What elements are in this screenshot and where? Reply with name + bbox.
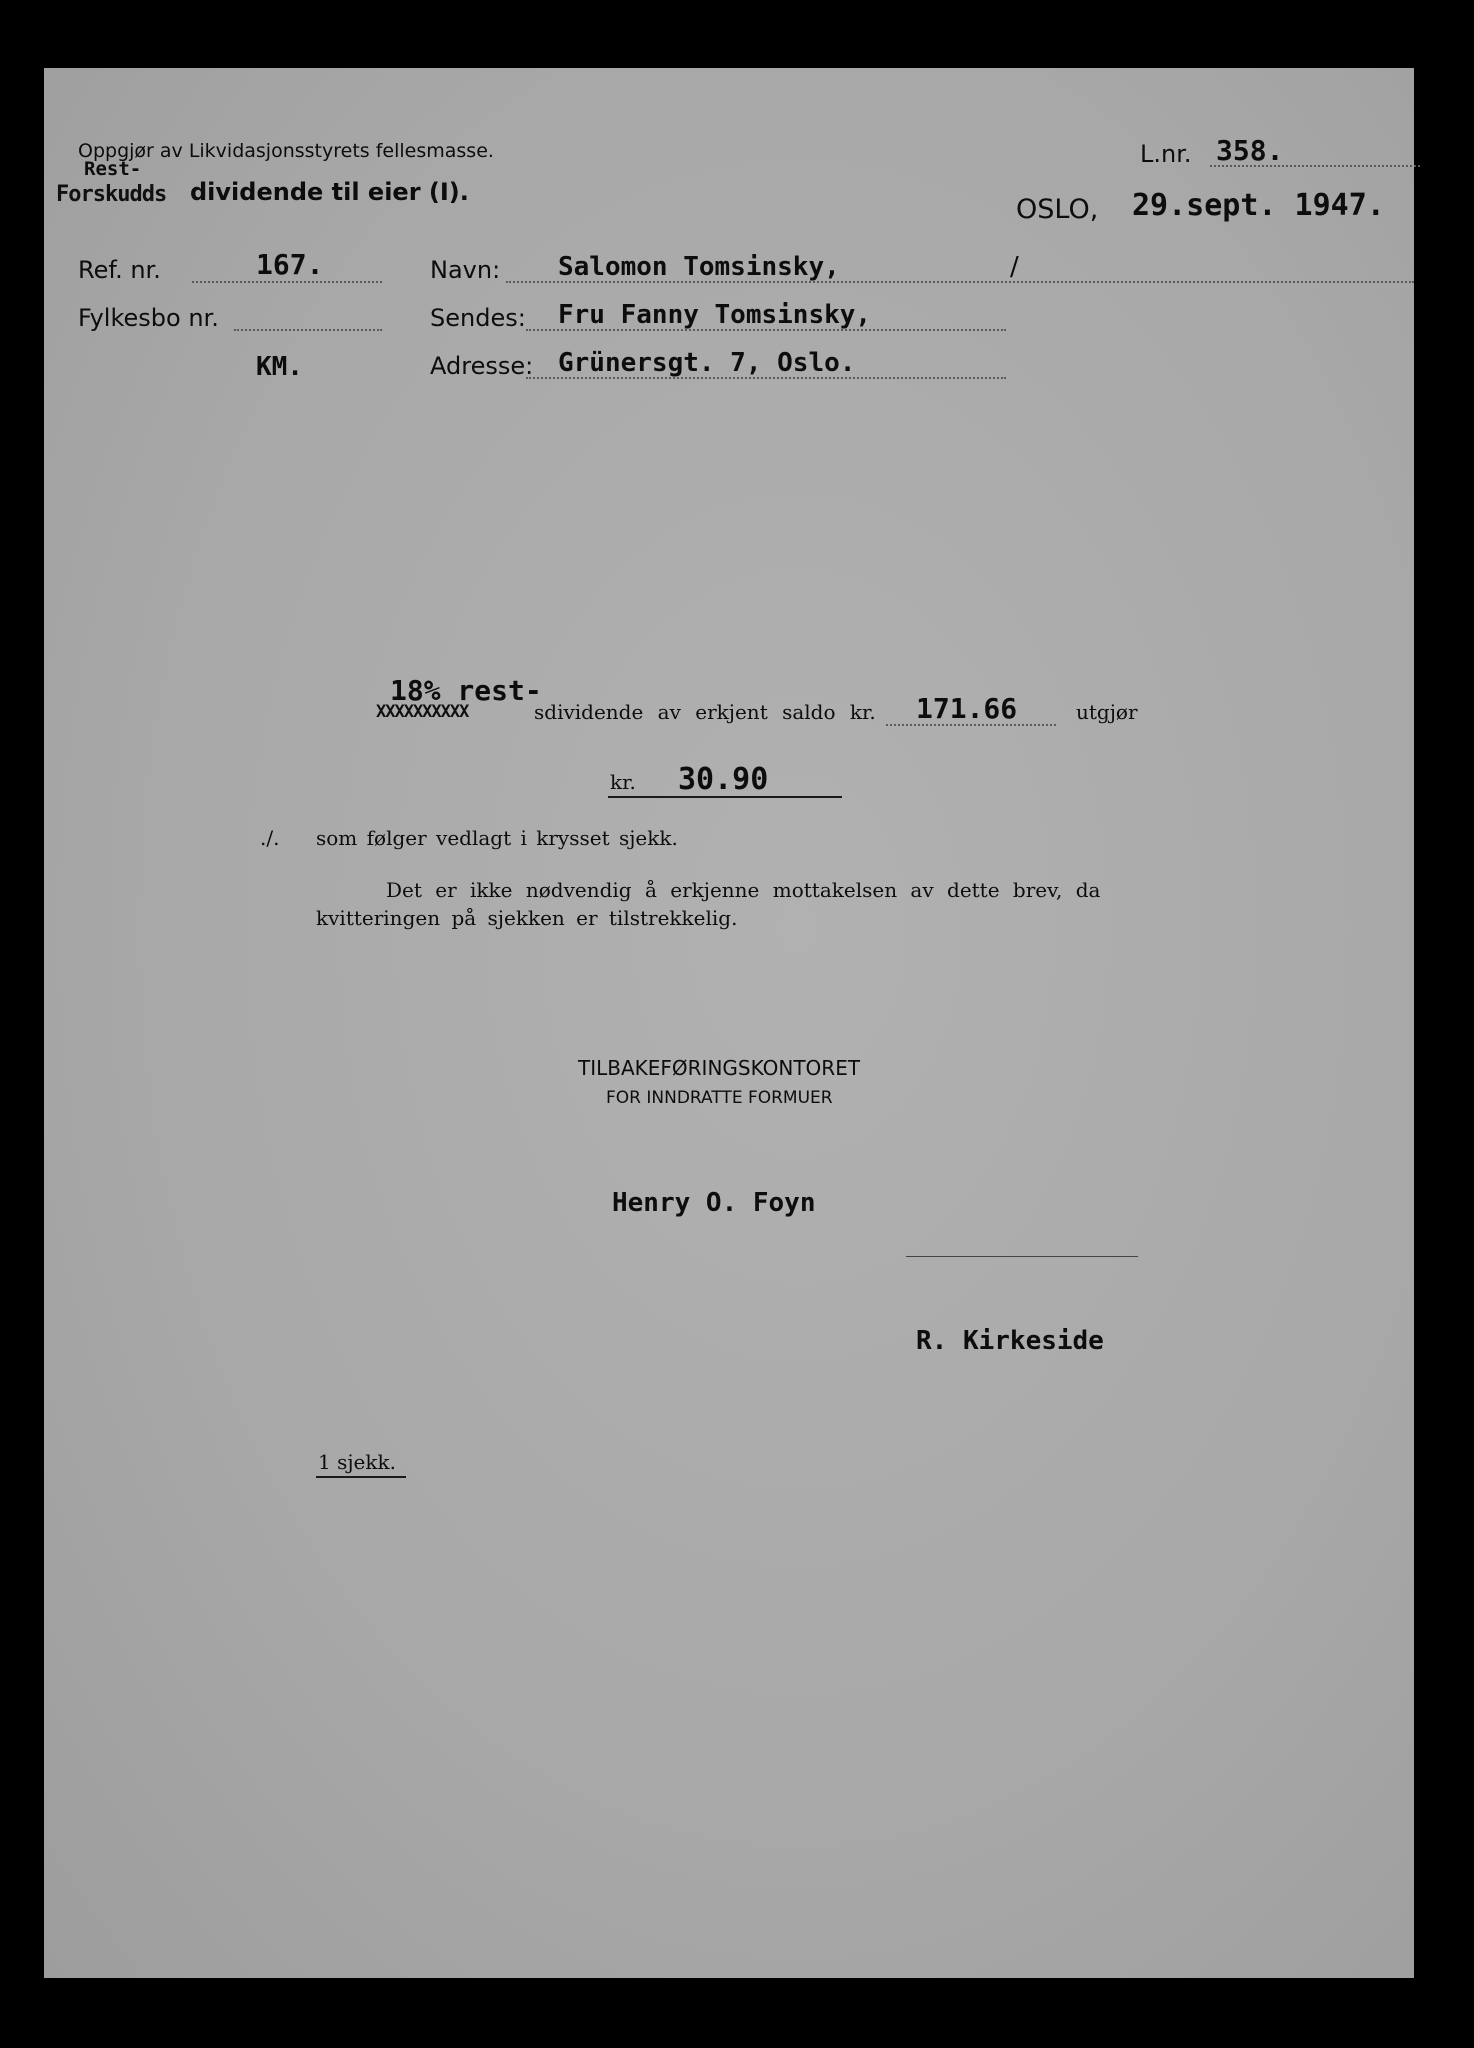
navn-line bbox=[506, 281, 1414, 283]
title-line-2: dividende til eier (I). bbox=[190, 178, 469, 206]
paragraph-line-1: Det er ikke nødvendig å erkjenne mottakelsen av dette brev, da bbox=[386, 878, 1101, 902]
enclosure-count: 1 sjekk. bbox=[318, 1450, 396, 1474]
document-page bbox=[44, 68, 1414, 1978]
enclosure-underline bbox=[316, 1476, 406, 1478]
title-line-1: Oppgjør av Likvidasjonsstyrets fellesmasse. bbox=[78, 140, 494, 162]
fylkesbo-label: Fylkesbo nr. bbox=[78, 304, 219, 332]
office-name-line-1: TILBAKEFØRINGSKONTORET bbox=[578, 1056, 861, 1080]
body-typed-prefix: 18% rest- bbox=[390, 674, 542, 707]
paragraph-line-2: kvitteringen på sjekken er tilstrekkelig. bbox=[316, 906, 738, 930]
sendes-value: Fru Fanny Tomsinsky, bbox=[558, 300, 872, 330]
lnr-label: L.nr. bbox=[1140, 140, 1192, 168]
navn-value: Salomon Tomsinsky, bbox=[558, 252, 840, 282]
enclosure-mark: ./. bbox=[260, 826, 280, 850]
body-struck-word: XXXXXXXXXX bbox=[376, 702, 469, 722]
amount-value: 30.90 bbox=[678, 762, 769, 797]
struck-word: Forskudds bbox=[56, 182, 167, 207]
dividend-text: sdividende av erkjent saldo kr. bbox=[534, 700, 876, 724]
adresse-value: Grünersgt. 7, Oslo. bbox=[558, 348, 856, 378]
office-name-line-2: FOR INNDRATTE FORMUER bbox=[606, 1088, 833, 1108]
stray-mark: / bbox=[1010, 252, 1019, 282]
signer-2: R. Kirkeside bbox=[916, 1326, 1104, 1356]
sendes-label: Sendes: bbox=[430, 304, 526, 332]
typed-prefix-rest: Rest- bbox=[84, 158, 142, 180]
km-value: KM. bbox=[256, 352, 303, 382]
date-value: 29.sept. 1947. bbox=[1132, 188, 1385, 223]
sendes-line bbox=[526, 329, 1006, 331]
ref-value: 167. bbox=[256, 248, 324, 281]
amount-underline bbox=[608, 796, 842, 798]
adresse-label: Adresse: bbox=[430, 352, 534, 380]
ref-line bbox=[192, 281, 382, 283]
enclosed-text: som følger vedlagt i krysset sjekk. bbox=[316, 826, 678, 850]
fylkesbo-line bbox=[234, 329, 382, 331]
navn-label: Navn: bbox=[430, 256, 501, 284]
place-label: OSLO, bbox=[1016, 194, 1099, 225]
ref-label: Ref. nr. bbox=[78, 256, 161, 284]
utgjor-text: utgjør bbox=[1076, 700, 1138, 724]
kr-label: kr. bbox=[610, 770, 636, 794]
lnr-value: 358. bbox=[1216, 134, 1284, 167]
lnr-line bbox=[1210, 165, 1420, 167]
signature-line bbox=[906, 1256, 1138, 1257]
adresse-line bbox=[526, 377, 1006, 379]
signer-1: Henry O. Foyn bbox=[612, 1188, 816, 1218]
saldo-value: 171.66 bbox=[916, 692, 1018, 725]
